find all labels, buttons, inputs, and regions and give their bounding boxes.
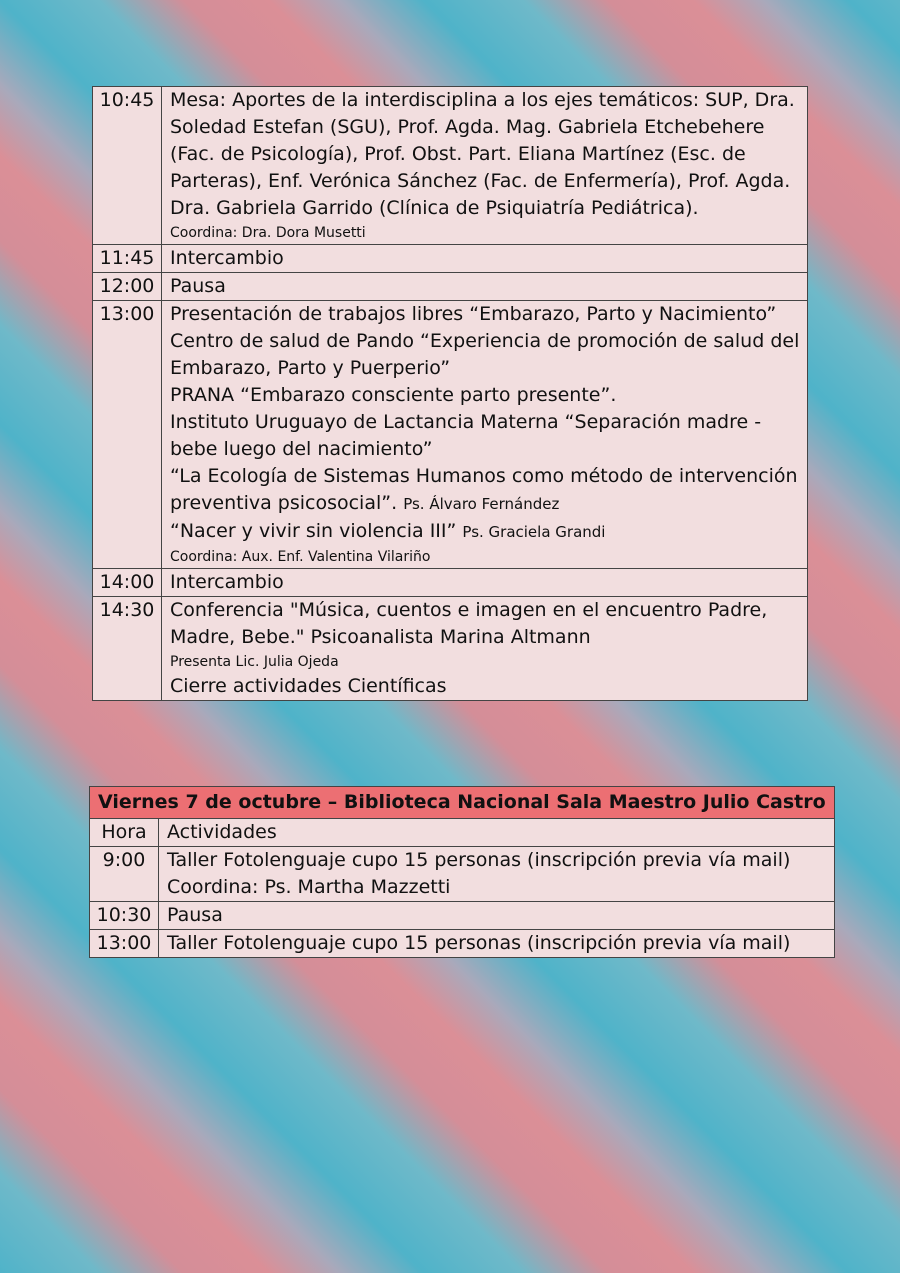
table-row bbox=[90, 847, 835, 902]
coordinator-note: Coordina: Ps. Martha Mazzetti bbox=[167, 876, 451, 898]
activity-cell: Taller Fotolenguaje cupo 15 personas (inscripción previa vía mail) bbox=[159, 930, 835, 958]
activity-text: Taller Fotolenguaje cupo 15 personas (inscripción previa vía mail) bbox=[167, 849, 791, 871]
activity-cell bbox=[162, 301, 808, 569]
activity-cell bbox=[162, 87, 808, 245]
talk-author: Ps. Álvaro Fernández bbox=[403, 495, 560, 513]
table-header-row bbox=[90, 787, 835, 819]
activity-cell: Pausa bbox=[162, 273, 808, 301]
time-cell: 9:00 bbox=[90, 847, 159, 902]
coordinator-note: Coordina: Dra. Dora Musetti bbox=[170, 225, 366, 241]
activity-text: PRANA “Embarazo consciente parto presente”. bbox=[170, 384, 617, 406]
activity-text: Presentación de trabajos libres “Embarazo, Parto y Nacimiento” bbox=[170, 303, 777, 325]
table-row bbox=[93, 569, 808, 597]
schedule-table-1 bbox=[92, 86, 808, 701]
table-row bbox=[93, 273, 808, 301]
column-header-hora: Hora bbox=[90, 819, 159, 847]
time-cell: 10:45 bbox=[93, 87, 162, 245]
talk-title: “Nacer y vivir sin violencia III” bbox=[170, 520, 457, 542]
activity-cell bbox=[159, 847, 835, 902]
time-cell: 10:30 bbox=[90, 902, 159, 930]
column-header-row bbox=[90, 819, 835, 847]
column-header-actividades: Actividades bbox=[159, 819, 835, 847]
activity-cell: Intercambio bbox=[162, 569, 808, 597]
time-cell: 14:00 bbox=[93, 569, 162, 597]
activity-cell: Intercambio bbox=[162, 245, 808, 273]
table-row bbox=[93, 245, 808, 273]
activity-text bbox=[170, 463, 801, 518]
talk-title: “La Ecología de Sistemas Humanos como método de intervención preventiva psicosocial”. bbox=[170, 465, 798, 514]
activity-text bbox=[170, 518, 801, 546]
table-row bbox=[93, 87, 808, 245]
activity-text: Cierre actividades Científicas bbox=[170, 675, 447, 697]
time-cell: 14:30 bbox=[93, 597, 162, 701]
table-row bbox=[93, 597, 808, 701]
activity-text: Mesa: Aportes de la interdisciplina a los ejes temáticos: SUP, Dra. Soledad Estefan (SGU), Prof. Agda. Mag. Gabriela Etchebehere (Fac. de Psicología), Prof. Obst. Part. Eliana Martínez (Esc. de Parteras), Enf. Verónica Sánchez (Fac. de Enfermería), Prof. Agda. Dra. Gabriela Garrido (Clínica de Psiquiatría Pediátrica). bbox=[170, 89, 795, 219]
activity-cell bbox=[162, 597, 808, 701]
talk-author: Ps. Graciela Grandi bbox=[462, 523, 606, 541]
time-cell: 13:00 bbox=[90, 930, 159, 958]
coordinator-note: Coordina: Aux. Enf. Valentina Vilariño bbox=[170, 549, 431, 565]
schedule-table-2 bbox=[89, 786, 835, 958]
table-row bbox=[90, 902, 835, 930]
day-header: Viernes 7 de octubre – Biblioteca Nacional Sala Maestro Julio Castro bbox=[90, 787, 835, 819]
activity-text: Conferencia "Música, cuentos e imagen en el encuentro Padre, Madre, Bebe." Psicoanalista Marina Altmann bbox=[170, 599, 768, 648]
activity-cell: Pausa bbox=[159, 902, 835, 930]
time-cell: 12:00 bbox=[93, 273, 162, 301]
presenter-note: Presenta Lic. Julia Ojeda bbox=[170, 654, 339, 670]
time-cell: 13:00 bbox=[93, 301, 162, 569]
table-row bbox=[90, 930, 835, 958]
table-row bbox=[93, 301, 808, 569]
activity-text: Centro de salud de Pando “Experiencia de promoción de salud del Embarazo, Parto y Puerperio” bbox=[170, 330, 800, 379]
time-cell: 11:45 bbox=[93, 245, 162, 273]
activity-text: Instituto Uruguayo de Lactancia Materna “Separación madre - bebe luego del nacimiento” bbox=[170, 411, 762, 460]
